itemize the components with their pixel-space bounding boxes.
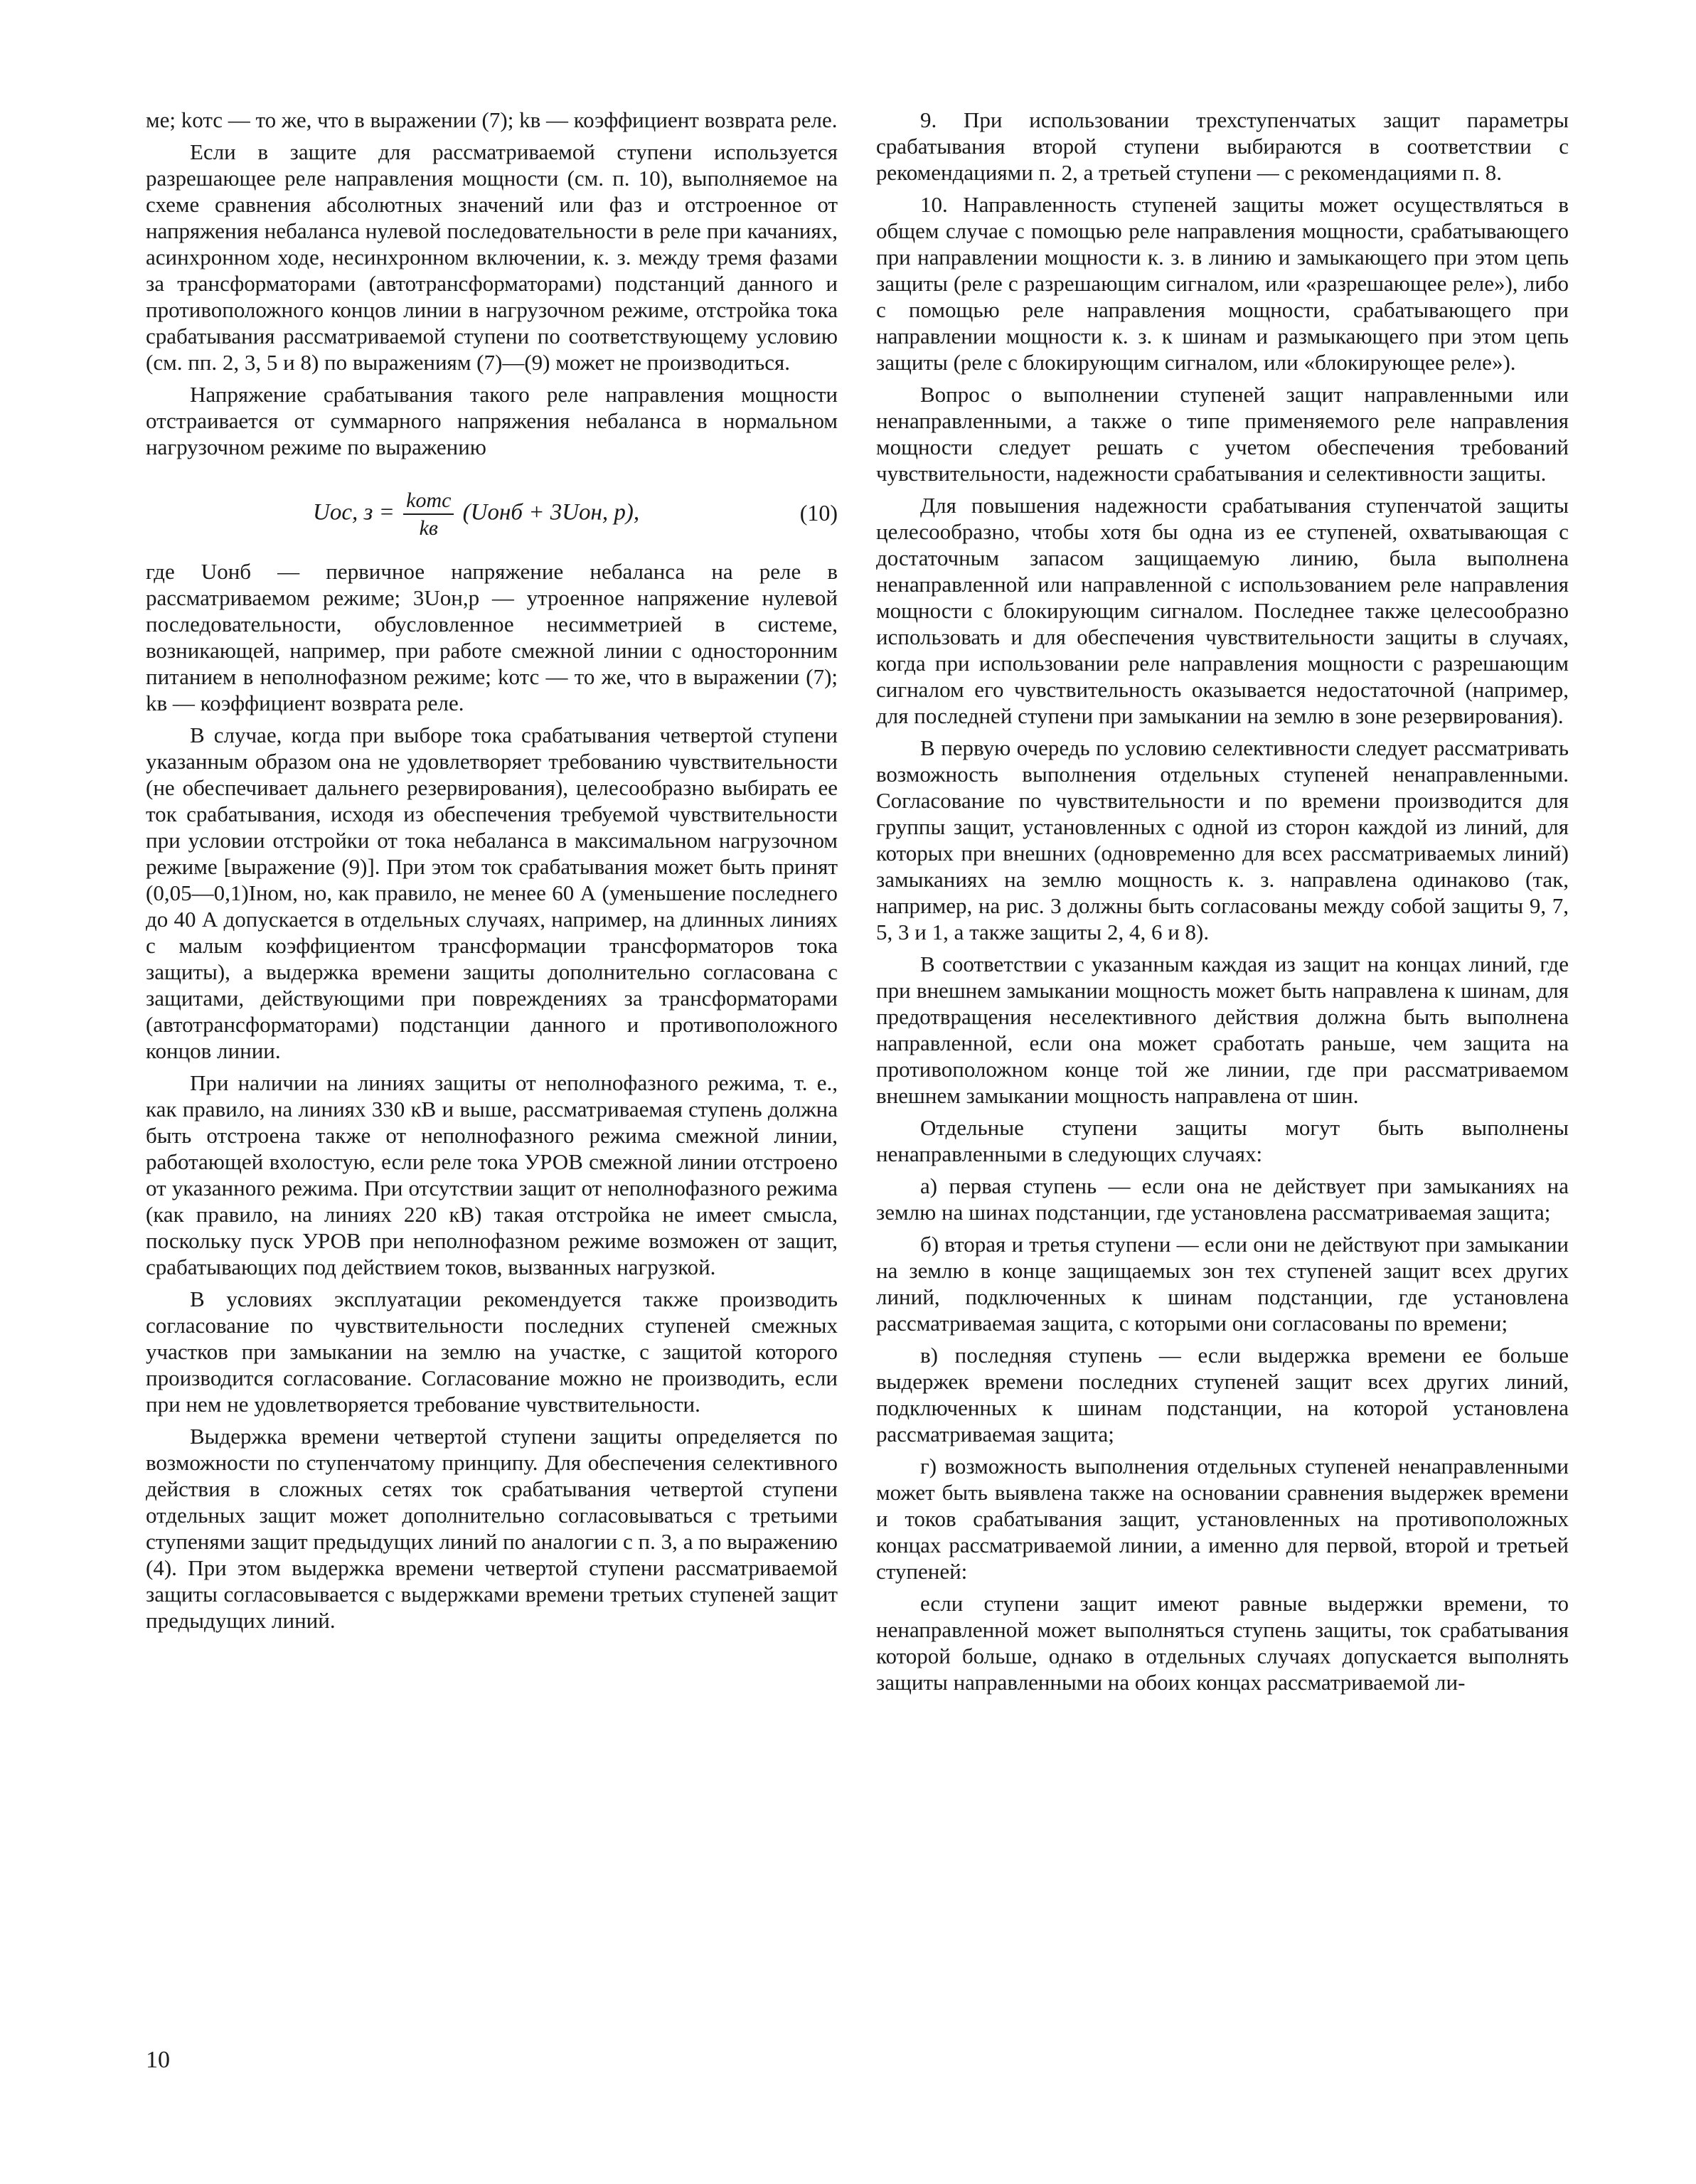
list-item: а) первая ступень — если она не действует при замыканиях на землю на шинах подстанции, где установлена рассматриваемая защита; [876, 1173, 1569, 1225]
list-item: в) последняя ступень — если выдержка времени ее больше выдержек времени последних ступеней защит всех других линий, подключенных к шинам подстанции, на которой установлена рассматриваемая защита; [876, 1343, 1569, 1447]
paragraph: В случае, когда при выборе тока срабатывания четвертой ступени указанным образом она не удовлетворяет требованию чувствительности (не обеспечивает дальнего резервирования), целесообразно выбирать ее ток срабатывания, исходя из обеспечения требуемой чувствительности при условии отстройки от тока небаланса в максимальном нагрузочном режиме [выражение (9)]. При этом ток срабатывания может быть принят (0,05—0,1)Iном, но, как правило, не менее 60 А (уменьшение последнего до 40 А допускается в отдельных случаях, например, на длинных линиях с малым коэффициентом трансформации трансформаторов тока защиты), а выдержка времени защиты дополнительно согласована с защитами, действующими при повреждениях за трансформаторами (автотрансформаторами) подстанции данного и противоположного концов линии. [146, 723, 838, 1063]
paragraph: Напряжение срабатывания такого реле направления мощности отстраивается от суммарного напряжения небаланса в нормальном нагрузочном режиме по выражению [146, 382, 838, 459]
paragraph: Если в защите для рассматриваемой ступени используется разрешающее реле направления мощности (см. п. 10), выполняемое на схеме сравнения абсолютных значений или фаз и отстроенное от напряжения небаланса нулевой последовательности в реле при качаниях, асинхронном ходе, несинхронном включении, к. з. между тремя фазами за трансформаторами (автотрансформаторами) подстанций данного и противоположного концов линии в нагрузочном режиме, отстройка тока срабатывания рассматриваемой ступени по соответствующему условию (см. пп. 2, 3, 5 и 8) по выражениям (7)—(9) может не производиться. [146, 139, 838, 375]
left-column [146, 107, 838, 1639]
paragraph: 9. При использовании трехступенчатых защит параметры срабатывания второй ступени выбираются в соответствии с рекомендациями п. 2, а третьей ступени — с рекомендациями п. 8. [876, 107, 1569, 185]
paragraph: При наличии на линиях защиты от неполнофазного режима, т. е., как правило, на линиях 330 кВ и выше, рассматриваемая ступень должна быть отстроена также от неполнофазного режима смежной линии, работающей вхолостую, если реле тока УРОВ смежной линии отстроено от указанного режима. При отсутствии защит от неполнофазного режима (как правило, на линиях 220 кВ) такая отстройка не имеет смысла, поскольку пуск УРОВ при неполнофазном режиме возможен от защит, срабатывающих под действием токов, вызванных нагрузкой. [146, 1070, 838, 1279]
formula-lhs: Uос, з = [313, 499, 395, 526]
right-column [876, 107, 1569, 1701]
formula-number: (10) [799, 500, 838, 526]
paragraph: если ступени защит имеют равные выдержки времени, то ненаправленной может выполняться ступень защиты, ток срабатывания которой больше, однако в отдельных случаях допускается выполнять защиты направленными на обоих концах рассматриваемой ли- [876, 1591, 1569, 1695]
paragraph: В соответствии с указанным каждая из защит на концах линий, где при внешнем замыкании мощность может быть направлена к шинам, для предотвращения неселективного действия должна быть выполнена направленной, если она может сработать раньше, чем защита на противоположном конце той же линии, где при рассматриваемом внешнем замыкании мощность направлена от шин. [876, 952, 1569, 1108]
page-number: 10 [146, 2047, 170, 2073]
formula-expression [313, 487, 639, 541]
list-item: г) возможность выполнения отдельных ступеней ненаправленными может быть выявлена также на основании сравнения выдержек времени и токов срабатывания защит, установленных на противоположных концах рассматриваемой линии, а именно для первой, второй и третьей ступеней: [876, 1454, 1569, 1584]
formula-numerator: kотс [403, 487, 454, 515]
paragraph: где Uонб — первичное напряжение небаланса на реле в рассматриваемом режиме; 3Uон,р — утроенное напряжение нулевой последовательности, обусловленное несимметрией в системе, возникающей, например, при работе смежной линии с односторонним питанием в неполнофазном режиме; kотс — то же, что в выражении (7); kв — коэффициент возврата реле. [146, 559, 838, 715]
paragraph: ме; kотс — то же, что в выражении (7); kв — коэффициент возврата реле. [146, 107, 838, 132]
paragraph: Отдельные ступени защиты могут быть выполнены ненаправленными в следующих случаях: [876, 1115, 1569, 1166]
paragraph: Для повышения надежности срабатывания ступенчатой защиты целесообразно, чтобы хотя бы одна из ее ступеней, охватывающая с достаточным запасом защищаемую линию, была выполнена ненаправленной или направленной с использованием реле направления мощности с блокирующим сигналом. Последнее также целесообразно использовать и для обеспечения чувствительности защиты в случаях, когда при использовании реле направления мощности с разрешающим сигналом его чувствительность оказывается недостаточной (например, для последней ступени при замыкании на землю в зоне резервирования). [876, 493, 1569, 728]
list-item: б) вторая и третья ступени — если они не действуют при замыкании на землю в конце защищаемых зон тех ступеней защит всех других линий, подключенных к шинам подстанции, где установлена рассматриваемая защита, с которыми они согласованы по времени; [876, 1232, 1569, 1336]
paragraph: Выдержка времени четвертой ступени защиты определяется по возможности по ступенчатому принципу. Для обеспечения селективного действия в сложных сетях ток срабатывания четвертой ступени отдельных защит может дополнительно согласовываться с третьими ступенями защит предыдущих линий по аналогии с п. 3, а по выражению (4). При этом выдержка времени четвертой ступени рассматриваемой защиты согласовывается с выдержками времени третьих ступеней защит предыдущих линий. [146, 1424, 838, 1633]
paragraph: Вопрос о выполнении ступеней защит направленными или ненаправленными, а также о типе применяемого реле направления мощности следует решать с учетом обеспечения требований чувствительности, надежности срабатывания и селективности защиты. [876, 382, 1569, 486]
formula-10 [146, 466, 838, 551]
formula-fraction [403, 487, 454, 541]
paragraph: В условиях эксплуатации рекомендуется также производить согласование по чувствительности последних ступеней смежных участков при замыкании на землю на участке, с защитой которого производится согласование. Согласование можно не производить, если при нем не удовлетворяется требование чувствительности. [146, 1287, 838, 1417]
formula-denominator: kв [419, 516, 438, 540]
formula-rhs: (Uонб + 3Uон, р), [462, 499, 640, 526]
paragraph: В первую очередь по условию селективности следует рассматривать возможность выполнения отдельных ступеней ненаправленными. Согласование по чувствительности и по времени производится для группы защит, установленных с одной из сторон каждой из линий, для которых при внешних (одновременно для всех рассматриваемых линий) замыканиях на землю мощность к. з. направлена одинаково (так, например, на рис. 3 должны быть согласованы между собой защиты 9, 7, 5, 3 и 1, а также защиты 2, 4, 6 и 8). [876, 735, 1569, 944]
paragraph: 10. Направленность ступеней защиты может осуществляться в общем случае с помощью реле направления мощности, срабатывающего при направлении мощности к. з. в линию и замыкающего при этом цепь защиты (реле с разрешающим сигналом, или «разрешающее реле»), либо с помощью реле направления мощности, срабатывающего при направлении мощности к. з. к шинам и размыкающего при этом цепь защиты (реле с блокирующим сигналом, или «блокирующее реле»). [876, 192, 1569, 375]
